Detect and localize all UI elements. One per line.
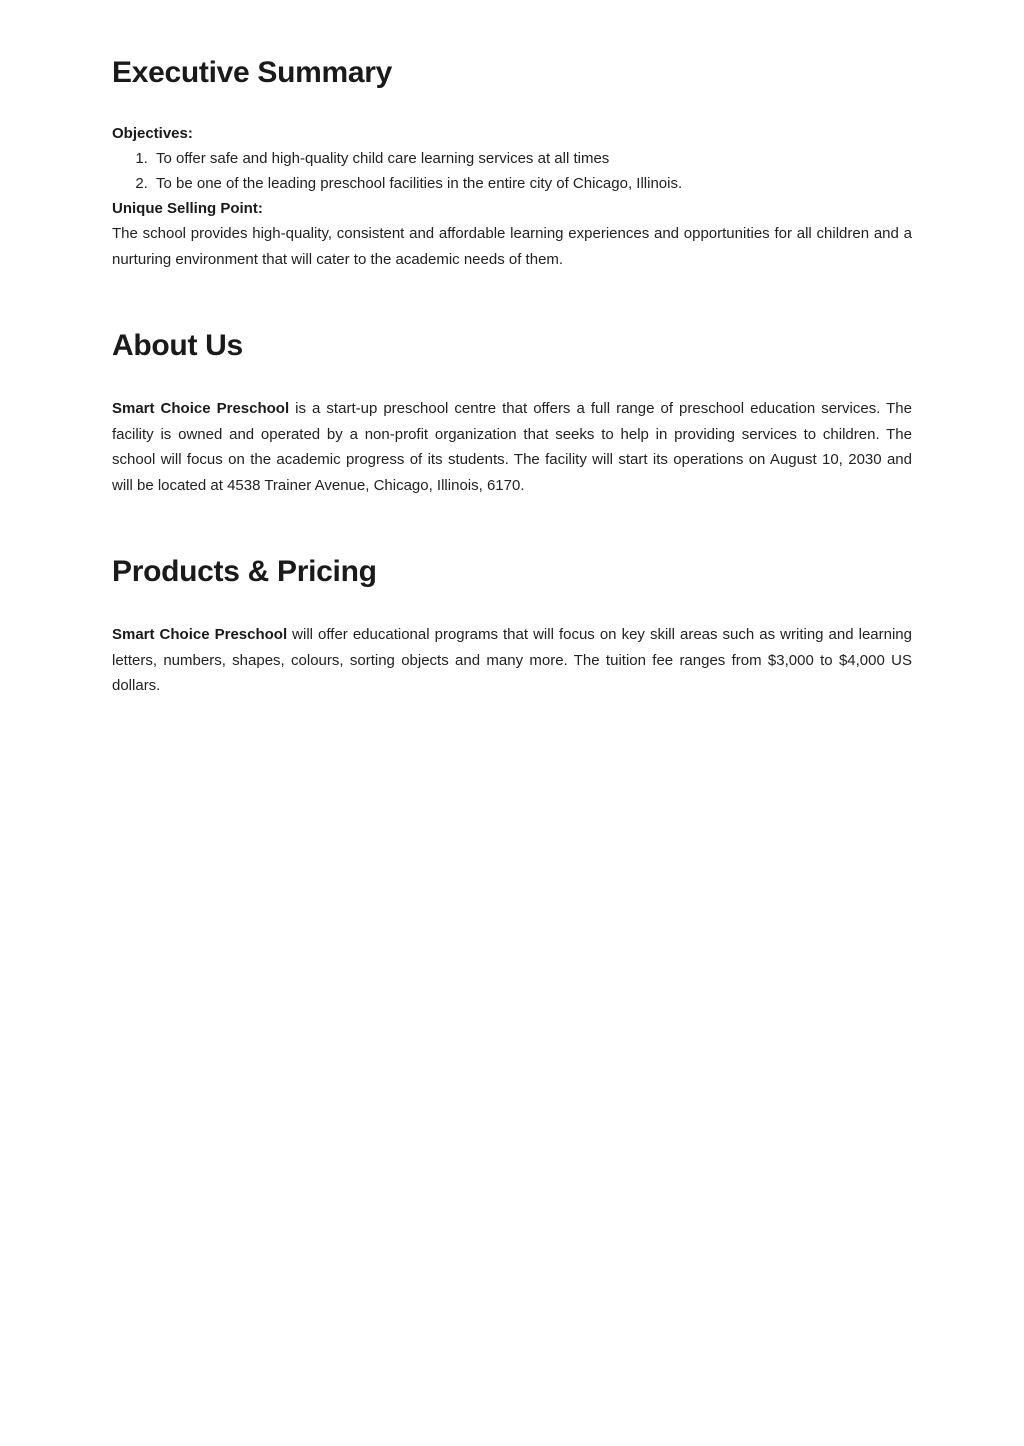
list-item: 2. To be one of the leading preschool facilities in the entire city of Chicago, Illinois. (152, 171, 912, 196)
spacer (112, 364, 912, 396)
unique-selling-point-text: The school provides high-quality, consistent and affordable learning experiences and opportunities for all children and a nurturing environment that will cater to the academic needs of them. (112, 225, 912, 268)
document-content (112, 0, 912, 699)
page-title: Executive Summary (112, 56, 393, 89)
products-pricing-paragraph (112, 622, 912, 699)
objectives-label: Objectives: (112, 125, 193, 142)
section-heading-about-us: About Us (112, 329, 243, 362)
about-us-body: is a start-up preschool centre that offers a full range of preschool education services. The facility is owned and operated by a non-profit organization that seeks to help in providing services to children. The school will focus on the academic progress of its students. The facility will start its operations on August 10, 2030 and will be located at 4538 Trainer Avenue, Chicago, Illinois, 6170. (112, 400, 912, 494)
section-about-us (112, 272, 912, 498)
company-name: Smart Choice Preschool (112, 400, 290, 417)
section-heading-products-pricing: Products & Pricing (112, 555, 377, 588)
spacer (112, 91, 912, 121)
unique-selling-point-label: Unique Selling Point: (112, 200, 263, 217)
section-executive-summary (112, 0, 912, 272)
objectives-list (112, 146, 912, 196)
about-us-paragraph (112, 396, 912, 498)
section-products-pricing (112, 498, 912, 699)
company-name: Smart Choice Preschool (112, 626, 288, 643)
list-item: 1. To offer safe and high-quality child care learning services at all times (152, 146, 912, 171)
spacer (112, 590, 912, 622)
products-pricing-body: will offer educational programs that will focus on key skill areas such as writing and learning letters, numbers, shapes, colours, sorting objects and many more. The tuition fee ranges from $3,000 to $4,000 US dollars. (112, 626, 912, 694)
